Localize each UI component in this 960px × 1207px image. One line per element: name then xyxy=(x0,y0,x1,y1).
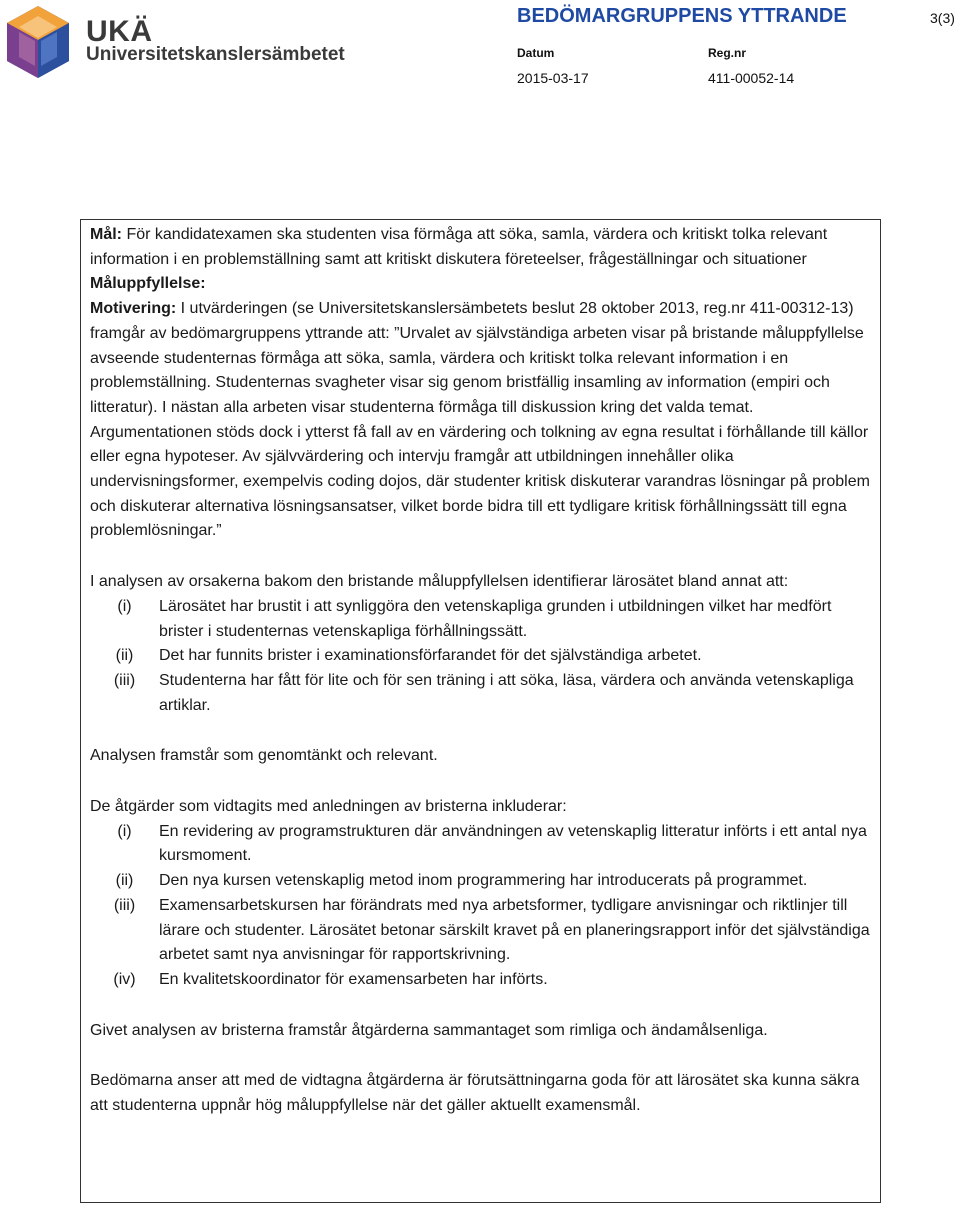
list-text: Lärosätet har brustit i att synliggöra den vetenskapliga grunden i utbildningen vilket har medfört brister i studenternas vetenskapliga förhållningssätt. xyxy=(159,597,832,640)
list-item xyxy=(90,894,872,968)
goal-paragraph xyxy=(90,223,872,272)
list-item xyxy=(90,644,872,669)
document-title: BEDÖMARGRUPPENS YTTRANDE xyxy=(517,5,847,27)
list-item xyxy=(90,869,872,894)
list-text: Den nya kursen vetenskaplig metod inom programmering har introducerats på programmet. xyxy=(159,872,808,890)
analysis-verdict: Analysen framstår som genomtänkt och relevant. xyxy=(90,747,438,765)
regnr-label: Reg.nr xyxy=(708,46,747,60)
list-text: En kvalitetskoordinator för examensarbeten har införts. xyxy=(159,970,548,988)
list-number: (iv) xyxy=(113,970,136,988)
org-name: Universitetskanslersämbetet xyxy=(86,44,345,65)
motivation-label: Motivering: xyxy=(90,300,177,318)
assessment-content xyxy=(90,223,872,1119)
actions-intro: De åtgärder som vidtagits med anledningen av bristerna inkluderar: xyxy=(90,798,567,816)
date-value: 2015-03-17 xyxy=(517,70,589,86)
analysis-intro: I analysen av orsakerna bakom den bristande måluppfyllelsen identifierar lärosätet bland annat att: xyxy=(90,573,789,591)
goal-text: För kandidatexamen ska studenten visa förmåga att söka, samla, värdera och kritiskt tolka relevant information i en problemställning samt att kritiskt diskutera företeelser, frågeställningar och situationer xyxy=(90,226,828,268)
goal-label: Mål: xyxy=(90,226,122,243)
list-text: Examensarbetskursen har förändrats med nya arbetsformer, tydligare anvisningar och riktlinjer till lärare och studenter. Lärosätet betonar särskilt kravet på en planeringsrapport inför det självständiga arbetet samt nya anvisningar för rapportskrivning. xyxy=(159,896,870,964)
list-number: (ii) xyxy=(115,647,134,665)
list-number: (i) xyxy=(117,822,132,840)
list-item xyxy=(90,968,872,993)
list-text: En revidering av programstrukturen där användningen av vetenskaplig litteratur införts i ett antal nya kursmoment. xyxy=(159,822,867,865)
page-number: 3(3) xyxy=(930,10,955,26)
org-abbreviation: UKÄ xyxy=(86,15,153,48)
list-number: (iii) xyxy=(113,896,136,914)
uka-logo-icon xyxy=(5,4,71,80)
list-text: Studenterna har fått för lite och för sen träning i att söka, läsa, värdera och använda vetenskapliga artiklar. xyxy=(159,671,854,714)
list-number: (ii) xyxy=(115,872,134,890)
motivation-paragraph xyxy=(90,297,872,544)
conclusion: Bedömarna anser att med de vidtagna åtgärderna är förutsättningarna goda för att lärosätet ska kunna säkra att studenterna uppnår hög måluppfyllelse när det gäller aktuellt examensmål. xyxy=(90,1072,860,1115)
list-text: Det har funnits brister i examinationsförfarandet för det självständiga arbetet. xyxy=(159,647,702,665)
list-number: (i) xyxy=(117,597,132,615)
regnr-value: 411-00052-14 xyxy=(708,70,795,86)
actions-verdict: Givet analysen av bristerna framstår åtgärderna sammantaget som rimliga och ändamålsenliga. xyxy=(90,1021,768,1039)
list-number: (iii) xyxy=(113,671,136,689)
analysis-list xyxy=(90,595,872,719)
fulfillment-label: Måluppfyllelse: xyxy=(90,275,206,293)
list-item xyxy=(90,669,872,718)
list-item xyxy=(90,595,872,644)
date-label: Datum xyxy=(517,46,555,60)
fulfillment-paragraph xyxy=(90,272,872,297)
list-item xyxy=(90,820,872,869)
actions-list xyxy=(90,820,872,993)
motivation-text: I utvärderingen (se Universitetskanslersämbetets beslut 28 oktober 2013, reg.nr 411-00312-13) framgår av bedömargruppens yttrande att: ”Urvalet av självständiga arbeten visar på bristande måluppfyllelse avseende studenternas förmåga att söka, samla, värdera och kritiskt tolka relevant information i en problemställning. Studenternas svagheter visar sig genom bristfällig insamling av information (empiri och litteratur). I nästan alla arbeten visar studenterna förmåga till diskussion kring det valda temat. Argumentationen stöds dock i ytterst få fall av en värdering och tolkning av egna resultat i förhållande till källor eller egna hypoteser. Av självvärdering och intervju framgår att utbildningen innehåller olika undervisningsformer, exempelvis coding dojos, där studenter kritisk diskuterar varandras lösningar på problem och diskuterar alternativa lösningsansatser, vilket borde bidra till ett tydligare kritisk förhållningssätt till egna problemlösningar.” xyxy=(90,300,870,540)
